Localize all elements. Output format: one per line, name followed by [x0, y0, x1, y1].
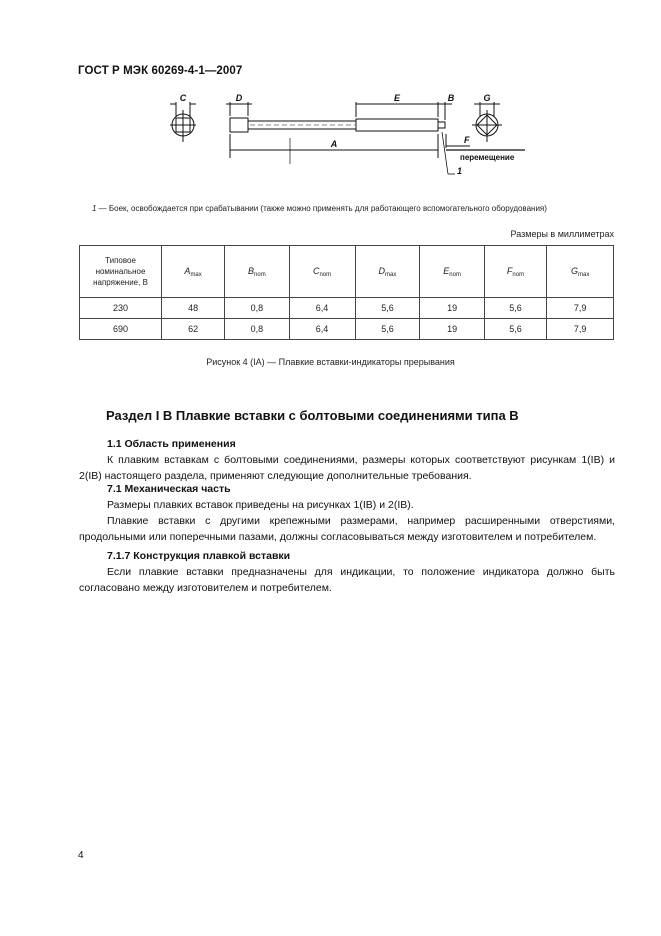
dim-label-c: C: [179, 93, 187, 103]
figure-caption: Рисунок 4 (IA) — Плавкие вставки-индикаторы прерывания: [206, 357, 455, 367]
voltage-header-line3: напряжение, В: [93, 278, 148, 287]
table-cell: 6,4: [289, 298, 355, 319]
movement-label: перемещение: [460, 153, 515, 162]
table-cell: 690: [80, 319, 162, 340]
striker-head: [230, 118, 248, 132]
voltage-header-line1: Типовое: [105, 256, 136, 265]
striker-drawing: [150, 88, 550, 188]
legend-text: — Боек, освобождается при срабатывании (также можно применять для работающего вспомогательного оборудования): [96, 204, 547, 213]
dim-label-d: D: [235, 93, 243, 103]
paragraph-mechanical-2: Плавкие вставки с другими крепежными размерами, например расширенными отверстиями, продольными или поперечными пазами, должны согласовываться между изготовителем и потребителем.: [79, 515, 615, 543]
table-cell: 7,9: [547, 319, 614, 340]
striker-barrel: [356, 119, 438, 131]
units-note: Размеры в миллиметрах: [510, 229, 614, 239]
table-cell: 19: [420, 319, 484, 340]
table-cell: 5,6: [484, 319, 547, 340]
table-header-row: [80, 246, 614, 298]
dimensions-table: [79, 245, 614, 340]
table-cell: 48: [162, 298, 225, 319]
column-header-g: $G_{max}$: [547, 246, 614, 298]
heading-construction: 7.1.7 Конструкция плавкой вставки: [107, 550, 291, 562]
table-cell: 62: [162, 319, 225, 340]
column-header-e: $E_{nom}$: [420, 246, 484, 298]
table-cell: 5,6: [355, 319, 420, 340]
striker-pin: [438, 122, 445, 128]
table-cell: 6,4: [289, 319, 355, 340]
paragraph-construction: Если плавкие вставки предназначены для индикации, то положение индикатора должно быть согласовано между изготовителем и потребителем.: [79, 566, 615, 594]
column-header-f: $F_{nom}$: [484, 246, 547, 298]
table-cell: 7,9: [547, 298, 614, 319]
table-row: [80, 298, 614, 319]
column-header-a: $A_{max}$: [162, 246, 225, 298]
table-cell: 5,6: [484, 298, 547, 319]
paragraph-scope: К плавким вставкам с болтовыми соединениями, размеры которых соответствуют рисункам 1(IB) и 2(IB) настоящего раздела, применяют следующие дополнительные требования.: [79, 454, 615, 482]
column-header-d: $D_{max}$: [355, 246, 420, 298]
table-cell: 5,6: [355, 298, 420, 319]
legend-number: 1: [92, 204, 97, 213]
table-cell: 230: [80, 298, 162, 319]
figure-legend: [92, 204, 547, 213]
table-cell: 0,8: [225, 319, 289, 340]
dim-label-b: B: [447, 93, 455, 103]
document-header: ГОСТ Р МЭК 60269-4-1—2007: [78, 65, 243, 77]
table-cell: 0,8: [225, 298, 289, 319]
page-number: 4: [78, 850, 84, 861]
heading-mechanical: 7.1 Механическая часть: [107, 483, 231, 495]
column-header-c: $C_{nom}$: [289, 246, 355, 298]
section-title: Раздел I В Плавкие вставки с болтовыми соединениями типа В: [106, 408, 519, 423]
dim-label-a: A: [330, 139, 338, 149]
heading-scope: 1.1 Область применения: [107, 438, 236, 450]
voltage-header-line2: номинальное: [95, 267, 146, 276]
table-cell: 19: [420, 298, 484, 319]
paragraph-mechanical-1: Размеры плавких вставок приведены на рисунках 1(IB) и 2(IB).: [107, 499, 414, 511]
table-row: [80, 319, 614, 340]
dim-label-e: E: [393, 93, 401, 103]
dim-label-g: G: [483, 93, 491, 103]
callout-label: 1: [457, 166, 463, 176]
voltage-column-header: [80, 246, 162, 298]
dim-label-f: F: [464, 135, 470, 145]
column-header-b: $B_{nom}$: [225, 246, 289, 298]
